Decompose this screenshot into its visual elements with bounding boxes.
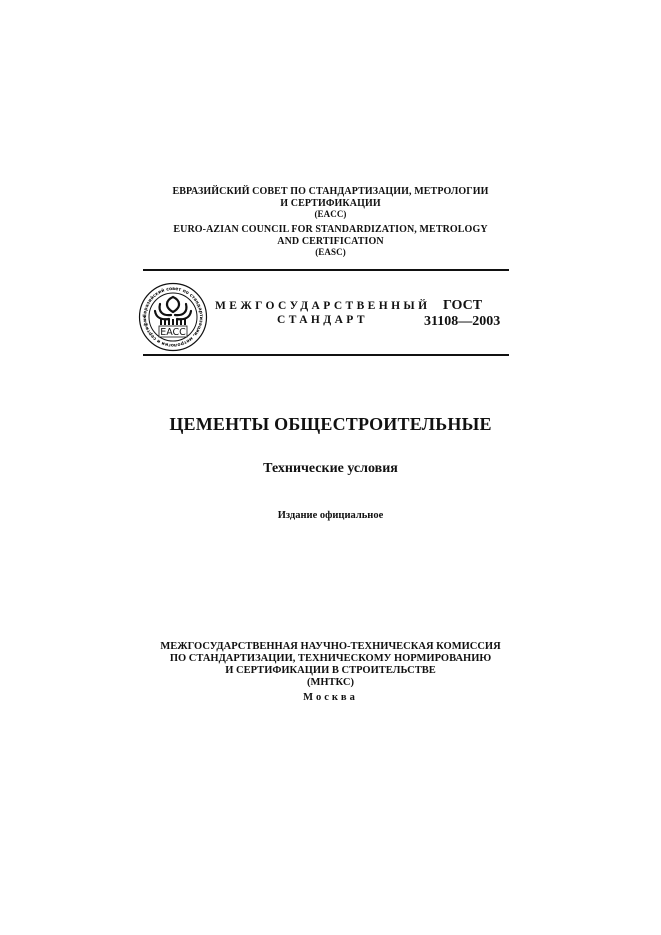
council-abbr-ru: (EACC) [314, 209, 347, 219]
publisher-line3: И СЕРТИФИКАЦИИ В СТРОИТЕЛЬСТВЕ [225, 665, 436, 676]
emblem-ring-text: Евразийский совет по стандартизации, метрологии и сертифик [142, 286, 204, 348]
council-name-en-line2: AND CERTIFICATION [277, 235, 384, 247]
publisher-abbr: (МНТКС) [306, 677, 354, 688]
publisher-line1: МЕЖГОСУДАРСТВЕННАЯ НАУЧНО-ТЕХНИЧЕСКАЯ КОМИССИЯ [160, 641, 501, 652]
document-subtitle: Технические условия [263, 461, 398, 476]
council-name-en-line1: EURO-AZIAN COUNCIL FOR STANDARDIZATION, METROLOGY [173, 224, 488, 235]
publisher-city: Москва [303, 692, 358, 703]
gost-number: 31108—2003 [424, 314, 501, 329]
council-abbr-en: (EASC) [315, 247, 346, 257]
bottom-rule [143, 354, 509, 356]
top-rule [143, 269, 509, 271]
publisher-line2: ПО СТАНДАРТИЗАЦИИ, ТЕХНИЧЕСКОМУ НОРМИРОВАНИЮ [169, 653, 492, 664]
council-name-ru-line1: ЕВРАЗИЙСКИЙ СОВЕТ ПО СТАНДАРТИЗАЦИИ, МЕТРОЛОГИИ [172, 186, 489, 197]
gost-label: ГОСТ [443, 298, 483, 313]
edition-note: Издание официальное [277, 510, 384, 521]
standard-type-line1: МЕЖГОСУДАРСТВЕННЫЙ [215, 300, 431, 312]
standard-type-line2: СТАНДАРТ [277, 314, 368, 326]
emblem-text: EACC [160, 327, 186, 338]
document-title: ЦЕМЕНТЫ ОБЩЕСТРОИТЕЛЬНЫЕ [169, 414, 492, 434]
council-name-ru-line2: И СЕРТИФИКАЦИИ [280, 197, 381, 209]
eacc-emblem-icon [138, 282, 208, 352]
